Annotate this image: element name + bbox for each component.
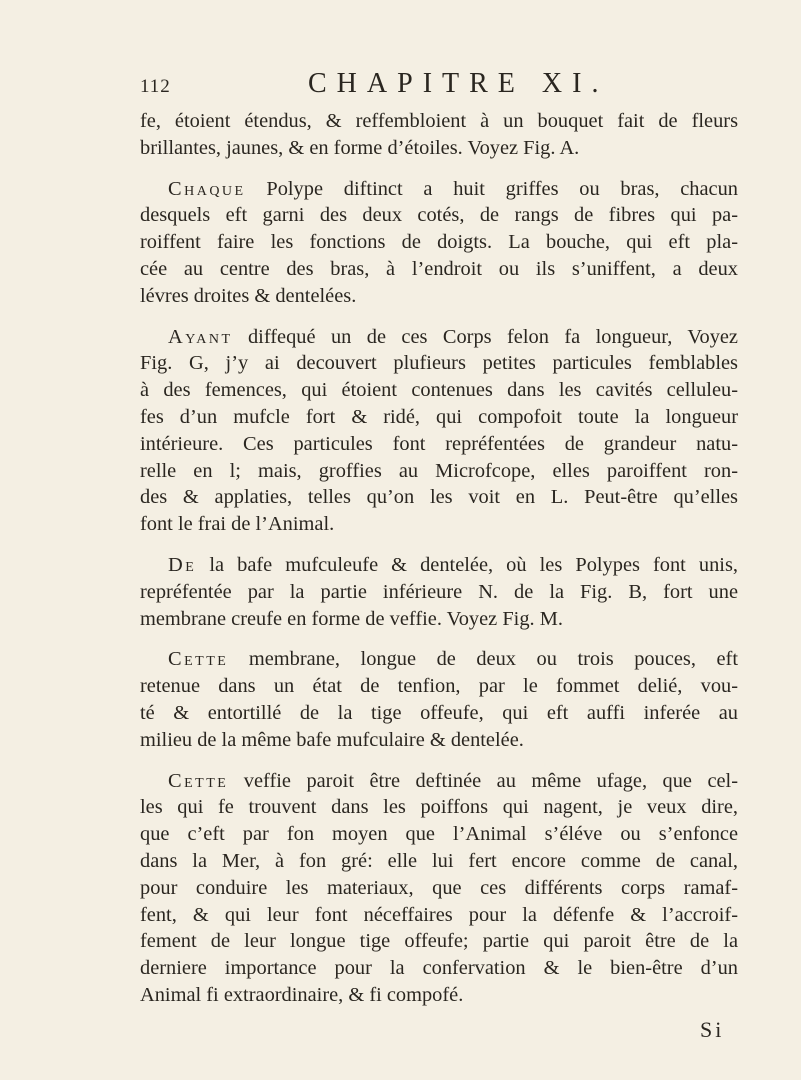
text-line: membrane creufe en forme de veffie. Voyez Fig. M. bbox=[140, 607, 563, 630]
text-line bbox=[140, 768, 738, 795]
text-line bbox=[140, 646, 738, 673]
text-line bbox=[140, 324, 738, 351]
paragraph-1 bbox=[140, 108, 738, 162]
text-line: retenue dans un état de tenfion, par le fommet delié, vou- bbox=[140, 675, 738, 698]
paragraph-4 bbox=[140, 552, 738, 632]
paragraph-2 bbox=[140, 176, 738, 310]
text-line: repréfentée par la partie inférieure N. de la Fig. B, fort une bbox=[140, 580, 738, 603]
paragraph-5 bbox=[140, 646, 738, 753]
paragraph-lead-word: Cette bbox=[168, 648, 229, 671]
text-line: dans la Mer, à fon gré: elle lui fert encore comme de canal, bbox=[140, 849, 738, 872]
paragraph-6 bbox=[140, 768, 738, 1009]
text-line: à des femences, qui étoient contenues dans les cavités celluleu- bbox=[140, 379, 738, 402]
text-line-rest: Polype diftinct a huit griffes ou bras, chacun bbox=[245, 177, 738, 200]
text-line: té & entortillé de la tige offeufe, qui eft auffi inferée au bbox=[140, 701, 738, 724]
text-line: fes d’un mufcle fort & ridé, qui compofoit toute la longueur bbox=[140, 405, 738, 428]
text-line: intérieure. Ces particules font repréfentées de grandeur natu- bbox=[140, 432, 738, 455]
text-line-rest: veffie paroit être deftinée au même ufage, que cel- bbox=[228, 769, 738, 792]
page-number: 112 bbox=[140, 76, 171, 97]
text-line: roiffent faire les fonctions de doigts. La bouche, qui eft pla- bbox=[140, 231, 738, 254]
text-line: fent, & qui leur font néceffaires pour la défenfe & l’accroif- bbox=[140, 903, 738, 926]
text-line: cée au centre des bras, à l’endroit ou ils s’uniffent, a deux bbox=[140, 257, 738, 280]
text-line-rest: membrane, longue de deux ou trois pouces, eft bbox=[228, 648, 738, 671]
text-line: les qui fe trouvent dans les poiffons qui nagent, je veux dire, bbox=[140, 796, 738, 819]
page-header bbox=[140, 68, 740, 102]
text-line: des & applaties, telles qu’on les voit en L. Peut-être qu’elles bbox=[140, 486, 738, 509]
text-line: derniere importance pour la confervation & le bien-être d’un bbox=[140, 957, 738, 980]
text-line bbox=[140, 552, 738, 579]
text-line bbox=[140, 176, 738, 203]
text-line: Animal fi extraordinaire, & fi compofé. bbox=[140, 983, 464, 1006]
text-line: Fig. G, j’y ai decouvert plufieurs petites particules femblables bbox=[140, 352, 738, 375]
catchword: Si bbox=[700, 1017, 725, 1042]
text-line: desquels eft garni des deux cotés, de rangs de fibres qui pa- bbox=[140, 204, 738, 227]
text-line: que c’eft par fon moyen que l’Animal s’éléve ou s’enfonce bbox=[140, 823, 738, 846]
paragraph-lead-word: Ayant bbox=[168, 325, 233, 348]
text-line: fe, étoient étendus, & reffembloient à un bouquet fait de fleurs bbox=[140, 110, 738, 132]
text-line-rest: diffequé un de ces Corps felon fa longueur, Voyez bbox=[232, 325, 738, 348]
text-line: font le frai de l’Animal. bbox=[140, 513, 335, 536]
paragraph-lead-word: Chaque bbox=[168, 177, 246, 200]
text-line: relle en l; mais, groffies au Microfcope, elles paroiffent ron- bbox=[140, 459, 738, 482]
text-line: lévres droites & dentelées. bbox=[140, 284, 357, 307]
body-text bbox=[140, 108, 738, 1023]
text-line: pour conduire les materiaux, que ces différents corps ramaf- bbox=[140, 876, 738, 899]
chapter-title: CHAPITRE XI. bbox=[308, 68, 609, 99]
text-line: milieu de la même bafe mufculaire & dentelée. bbox=[140, 728, 524, 751]
paragraph-lead-word: De bbox=[168, 553, 197, 576]
paragraph-lead-word: Cette bbox=[168, 769, 229, 792]
paragraph-3 bbox=[140, 324, 738, 538]
text-line-rest: la bafe mufculeufe & dentelée, où les Polypes font unis, bbox=[196, 553, 738, 576]
text-line: brillantes, jaunes, & en forme d’étoiles. Voyez Fig. A. bbox=[140, 136, 580, 159]
text-line: fement de leur longue tige offeufe; partie qui paroit être de la bbox=[140, 930, 738, 953]
